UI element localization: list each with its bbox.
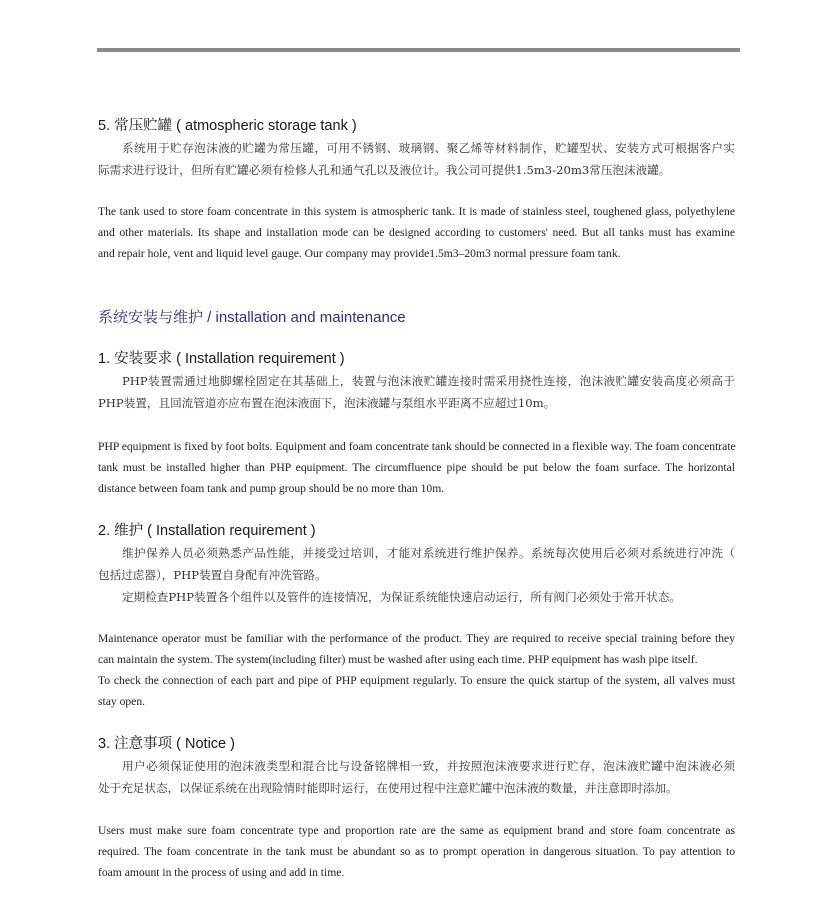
section-5-english	[98, 201, 735, 264]
en-line: stay open.	[98, 695, 146, 708]
section-3-english	[98, 820, 735, 883]
section-5-atmospheric-tank	[98, 115, 735, 181]
en-line: The tank used to store foam concentrate in this system is atmospheric tank. It is made of stainless steel, toughened glass, polyethylene	[98, 205, 735, 218]
section-3-notice	[98, 733, 735, 799]
section-heading: 5. 常压贮罐 ( atmospheric storage tank )	[98, 118, 357, 134]
en-line: To check the connection of each part and pipe of PHP equipment regularly. To ensure the quick startup of the system, all valves must	[98, 674, 735, 687]
en-line: Maintenance operator must be familiar with the performance of the product. They are required to receive special training before they	[98, 632, 735, 645]
en-line: can maintain the system. The system(including filter) must be washed after using each time. PHP equipment has wash pipe itself.	[98, 653, 698, 666]
cn-line: 系统用于贮存泡沫液的贮罐为常压罐，可用不锈钢、玻璃钢、聚乙烯等材料制作，贮罐型状、安装方式可根据客户实	[122, 141, 735, 155]
cn-line: 处于充足状态，以保证系统在出现险情时能即时运行，在使用过程中注意贮罐中泡沫液的数量，并注意即时添加。	[98, 781, 678, 795]
en-line: distance between foam tank and pump group should be no more than 10m.	[98, 482, 445, 495]
cn-line: 维护保养人员必须熟悉产品性能，并接受过培训，才能对系统进行维护保养。系统每次使用后必须对系统进行冲洗（	[122, 546, 735, 560]
section-2-maintenance	[98, 520, 735, 608]
section-heading: 2. 维护 ( Installation requirement )	[98, 523, 316, 539]
en-line: foam amount in the process of using and add in time.	[98, 866, 345, 879]
cn-line: PHP装置需通过地脚螺栓固定在其基础上，装置与泡沫液贮罐连接时需采用挠性连接，泡沫液贮罐安装高度必须高于	[122, 374, 735, 388]
section-title: 系统安装与维护 / installation and maintenance	[98, 309, 406, 326]
cn-line: 用户必须保证使用的泡沫液类型和混合比与设备铭牌相一致，并按照泡沫液要求进行贮存，泡沫液贮罐中泡沫液必须	[122, 759, 735, 773]
section-1-english	[98, 436, 735, 499]
cn-line: 际需求进行设计，但所有贮罐必须有检修人孔和通气孔以及液位计。我公司可提供1.5m3-20m3常压泡沫液罐。	[98, 163, 671, 177]
en-line: tank must be installed higher than PHP equipment. The circumfluence pipe should be put below the foam surface. The horizontal	[98, 461, 735, 474]
cn-line: PHP装置，且回流管道亦应布置在泡沫液面下，泡沫液罐与泵组水平距离不应超过10m。	[98, 396, 556, 410]
cn-line: 包括过虑器），PHP装置自身配有冲洗管路。	[98, 568, 327, 582]
en-line: and other materials. Its shape and installation mode can be designed according to customers' need. But all tanks must has examine	[98, 226, 735, 239]
section-heading: 3. 注意事项 ( Notice )	[98, 736, 235, 752]
en-line: PHP equipment is fixed by foot bolts. Equipment and foam concentrate tank should be connected in a flexible way. The foam concentrate	[98, 440, 736, 453]
cn-line: 定期检查PHP装置各个组件以及管件的连接情况，为保证系统能快速启动运行，所有阀门必须处于常开状态。	[122, 590, 682, 604]
en-line: Users must make sure foam concentrate type and proportion rate are the same as equipment brand and store foam concentrate as	[98, 824, 735, 837]
section-2-english	[98, 628, 735, 712]
en-line: and repair hole, vent and liquid level gauge. Our company may provide1.5m3–20m3 normal pressure foam tank.	[98, 247, 621, 260]
en-line: required. The foam concentrate in the tank must be abundant so as to prompt operation in dangerous situation. To pay attention to	[98, 845, 735, 858]
section-1-installation	[98, 348, 735, 414]
section-heading: 1. 安装要求 ( Installation requirement )	[98, 351, 345, 367]
top-rule	[97, 48, 740, 52]
